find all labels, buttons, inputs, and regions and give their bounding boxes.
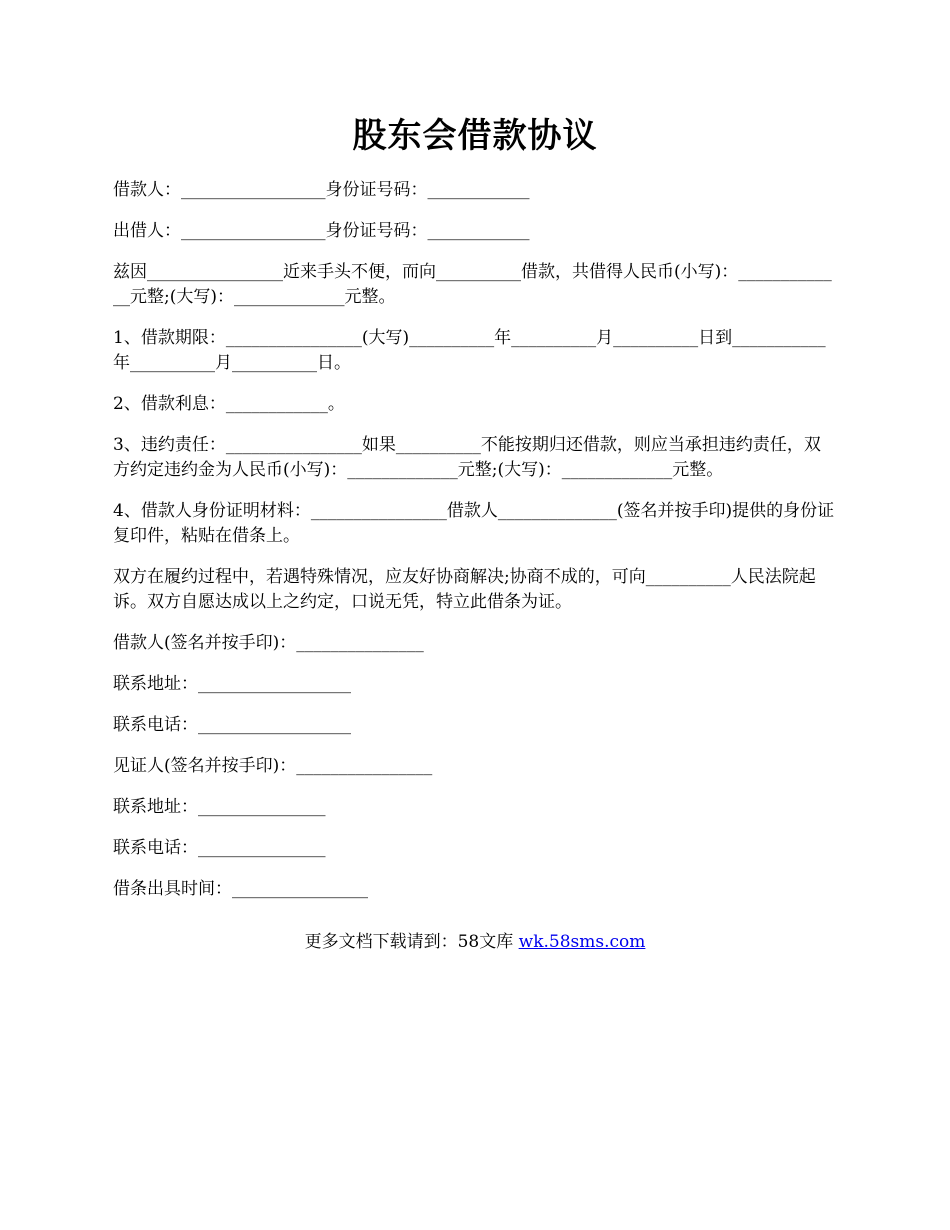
document-title: 股东会借款协议 (352, 116, 598, 156)
witness-phone-line: 联系电话：_______________ (113, 838, 326, 858)
document-body (113, 178, 837, 918)
borrower-address-line: 联系地址：__________________ (113, 674, 351, 694)
issue-date-line: 借条出具时间：________________ (113, 879, 368, 899)
borrower-phone-line: 联系电话：__________________ (113, 715, 351, 735)
loan-reason-paragraph: 兹因________________近来手头不便，而向__________借款，共借得人民币(小写)：_____________元整;(大写)：_____________元整。 (113, 262, 832, 307)
footer (0, 930, 950, 955)
witness-address-line: 联系地址：_______________ (113, 797, 326, 817)
footer-text: 更多文档下载请到：58文库 (304, 932, 519, 952)
footer-link[interactable]: wk.58sms.com (518, 932, 646, 952)
lender-line: 出借人：_________________身份证号码：____________ (113, 221, 530, 241)
borrower-signature-line: 借款人(签名并按手印)：_______________ (113, 633, 424, 653)
witness-signature-line: 见证人(签名并按手印)：________________ (113, 756, 433, 776)
clause-loan-interest: 2、借款利息：____________。 (113, 394, 345, 414)
clause-breach-liability: 3、违约责任：________________如果__________不能按期归还借款，则应当承担违约责任，双方约定违约金为人民币(小写)：_____________元整;(大写)：_____________元整。 (113, 435, 821, 480)
clause-identity-materials: 4、借款人身份证明材料：________________借款人______________(签名并按手印)提供的身份证复印件，粘贴在借条上。 (113, 501, 835, 546)
dispute-resolution-paragraph: 双方在履约过程中，若遇特殊情况，应友好协商解决;协商不成的，可向__________人民法院起诉。双方自愿达成以上之约定，口说无凭，特立此借条为证。 (113, 567, 816, 612)
clause-loan-term: 1、借款期限：________________(大写)__________年__________月__________日到___________年__________月__________日。 (113, 328, 826, 373)
borrower-line: 借款人：_________________身份证号码：____________ (113, 180, 530, 200)
